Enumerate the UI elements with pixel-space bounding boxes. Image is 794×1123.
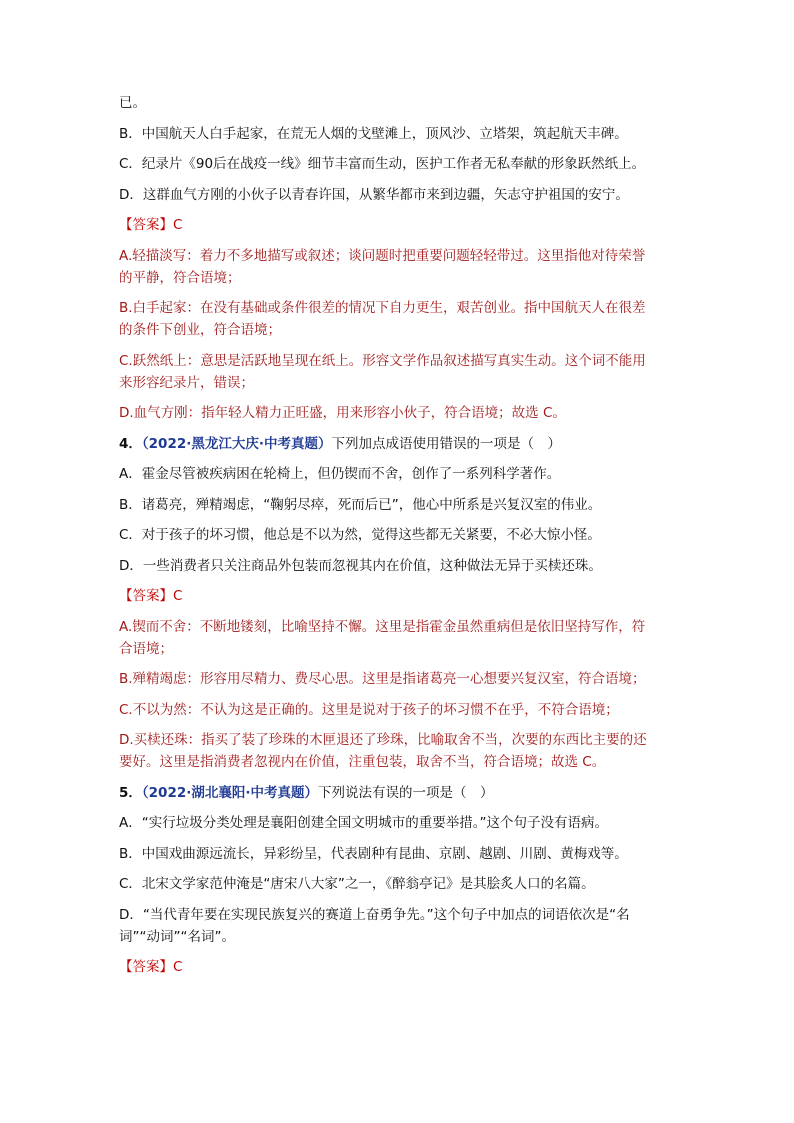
q3-stem-tail: 已。 — [119, 95, 146, 111]
q3-option-d: D．这群血气方刚的小伙子以青春许国，从繁华都市来到边疆，矢志守护祖国的安宁。 — [119, 186, 629, 203]
answer-tag: 【答案】 — [119, 959, 173, 975]
q4-option-b: B．诸葛亮，殚精竭虑，“鞠躬尽瘁，死而后已”，他心中所系是兴复汉室的伟业。 — [119, 496, 602, 513]
question-source: （2022·黑龙江大庆·中考真题） — [141, 435, 332, 452]
q3-option-c: C．纪录片《90后在战疫一线》细节丰富而生动，医护工作者无私奉献的形象跃然纸上。 — [119, 156, 646, 172]
explanation-line: A.轻描淡写：着力不多地描写或叙述；谈问题时把重要问题轻轻带过。这里指他对待荣誉 — [119, 247, 646, 264]
q4-option-a: A．霍金尽管被疾病困在轮椅上，但仍锲而不舍，创作了一系列科学著作。 — [119, 466, 561, 482]
answer-tag: 【答案】 — [119, 217, 173, 233]
question-text: 下列说法有误的一项是（ ） — [318, 784, 494, 801]
explanation-line: C.跃然纸上：意思是活跃地呈现在纸上。形容文学作品叙述描写真实生动。这个词不能用 — [119, 352, 646, 369]
answer-tag: 【答案】 — [119, 588, 173, 604]
q5-option-a: A．“实行垃圾分类处理是襄阳创建全国文明城市的重要举措。”这个句子没有语病。 — [119, 815, 608, 831]
q5-option-d — [119, 904, 679, 948]
explanation-line: C.不以为然：不认为这是正确的。这里是说对于孩子的坏习惯不在乎，不符合语境； — [119, 701, 619, 718]
explanation-line: 的平静，符合语境； — [119, 269, 241, 286]
explanation-line: B.殚精竭虑：形容用尽精力、费尽心思。这里是指诸葛亮一心想要兴复汉室，符合语境； — [119, 671, 646, 687]
q4-stem — [119, 433, 679, 455]
answer-letter: C — [173, 217, 183, 233]
answer-letter: C — [173, 588, 183, 604]
question-number: 4． — [119, 435, 142, 452]
question-number: 5． — [119, 784, 142, 801]
explanation-line: D.血气方刚：指年轻人精力正旺盛，用来形容小伙子，符合语境；故选 C。 — [119, 405, 566, 421]
option-line: D．“当代青年要在实现民族复兴的赛道上奋勇争先。”这个句子中加点的词语依次是“名 — [119, 906, 630, 923]
q4-option-c: C．对于孩子的坏习惯，他总是不以为然，觉得这些都无关紧要，不必大惊小怪。 — [119, 527, 601, 543]
q3-explanation-d — [119, 402, 679, 424]
q3-explanation-b — [119, 297, 679, 341]
explanation-line: 合语境； — [119, 640, 173, 657]
q3-option-b: B．中国航天人白手起家，在荒无人烟的戈壁滩上，顶风沙、立塔架，筑起航天丰碑。 — [119, 125, 628, 142]
explanation-line: 要好。这里是指消费者忽视内在价值，注重包装，取舍不当，符合语境；故选 C。 — [119, 754, 606, 770]
q5-answer — [119, 956, 679, 978]
explanation-line: 的条件下创业，符合语境； — [119, 322, 281, 338]
q4-explanation-a — [119, 616, 679, 660]
q3-answer — [119, 214, 679, 236]
q4-explanation-d — [119, 729, 679, 773]
q5-option-c: C．北宋文学家范仲淹是“唐宋八大家”之一，《醉翁亭记》是其脍炙人口的名篇。 — [119, 876, 595, 892]
question-source: （2022·湖北襄阳·中考真题） — [141, 784, 318, 801]
q3-explanation-c — [119, 350, 679, 394]
explanation-line: D.买椟还珠：指买了装了珍珠的木匣退还了珍珠，比喻取舍不当，次要的东西比主要的还 — [119, 732, 647, 748]
q3-explanation-a — [119, 245, 679, 289]
explanation-line: A.锲而不舍：不断地镂刻，比喻坚持不懈。这里是指霍金虽然重病但是依旧坚持写作，符 — [119, 618, 646, 635]
q4-option-d: D．一些消费者只关注商品外包装而忽视其内在价值，这种做法无异于买椟还珠。 — [119, 557, 602, 574]
q5-option-b: B．中国戏曲源远流长，异彩纷呈，代表剧种有昆曲、京剧、越剧、川剧、黄梅戏等。 — [119, 845, 628, 862]
explanation-line: 来形容纪录片，错误； — [119, 374, 254, 391]
answer-letter: C — [173, 959, 183, 975]
q4-explanation-b — [119, 668, 679, 690]
question-text: 下列加点成语使用错误的一项是（ ） — [331, 435, 561, 452]
document-page — [119, 92, 679, 987]
q5-stem — [119, 782, 679, 804]
q4-answer — [119, 585, 679, 607]
explanation-line: B.白手起家：在没有基础或条件很差的情况下自力更生，艰苦创业。指中国航天人在很差 — [119, 300, 646, 316]
option-line: 词”“动词”“名词”。 — [119, 928, 235, 945]
q4-explanation-c — [119, 699, 679, 721]
